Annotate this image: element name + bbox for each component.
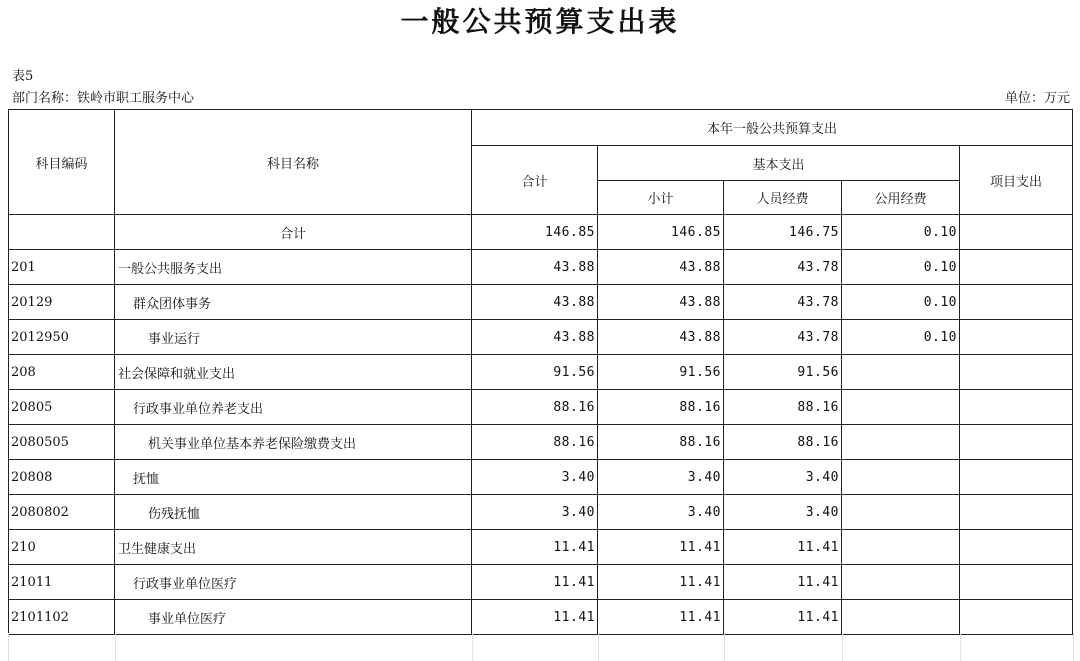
row-project — [960, 530, 1073, 565]
row-project — [960, 425, 1073, 460]
row-code: 2012950 — [9, 320, 115, 355]
row-name: 卫生健康支出 — [115, 530, 472, 565]
table-row — [9, 390, 1073, 425]
row-total: 11.41 — [472, 530, 598, 565]
header-project: 项目支出 — [960, 146, 1073, 215]
row-total: 43.88 — [472, 250, 598, 285]
row-name: 伤残抚恤 — [115, 495, 472, 530]
table-row — [9, 530, 1073, 565]
row-name: 一般公共服务支出 — [115, 250, 472, 285]
row-public: 0.10 — [842, 320, 960, 355]
row-personnel: 88.16 — [724, 425, 842, 460]
row-code: 210 — [9, 530, 115, 565]
row-subtotal: 43.88 — [598, 285, 724, 320]
page-title: 一般公共预算支出表 — [400, 5, 680, 38]
row-name: 行政事业单位养老支出 — [115, 390, 472, 425]
row-name: 事业单位医疗 — [115, 600, 472, 635]
row-project — [960, 460, 1073, 495]
row-subtotal: 43.88 — [598, 250, 724, 285]
row-project — [960, 390, 1073, 425]
header-subtotal: 小计 — [598, 181, 724, 215]
table-number: 表5 — [12, 69, 34, 84]
row-public — [842, 530, 960, 565]
row-subtotal: 43.88 — [598, 320, 724, 355]
total-row — [9, 215, 1073, 250]
row-subtotal: 91.56 — [598, 355, 724, 390]
row-total: 91.56 — [472, 355, 598, 390]
table-row — [9, 285, 1073, 320]
row-subtotal: 3.40 — [598, 460, 724, 495]
row-subtotal: 11.41 — [598, 600, 724, 635]
row-name: 群众团体事务 — [115, 285, 472, 320]
row-code: 2080505 — [9, 425, 115, 460]
table-continuation — [8, 633, 1074, 661]
row-code: 21011 — [9, 565, 115, 600]
row-subtotal: 3.40 — [598, 495, 724, 530]
table-row — [9, 320, 1073, 355]
row-public — [842, 565, 960, 600]
row-subtotal: 11.41 — [598, 530, 724, 565]
row-public — [842, 355, 960, 390]
table-row — [9, 565, 1073, 600]
row-project — [960, 320, 1073, 355]
row-personnel: 43.78 — [724, 250, 842, 285]
table-row — [9, 250, 1073, 285]
table-row — [9, 600, 1073, 635]
row-personnel: 3.40 — [724, 495, 842, 530]
header-public: 公用经费 — [842, 181, 960, 215]
total-personnel: 146.75 — [724, 215, 842, 250]
row-name: 机关事业单位基本养老保险缴费支出 — [115, 425, 472, 460]
row-project — [960, 285, 1073, 320]
row-name: 社会保障和就业支出 — [115, 355, 472, 390]
row-public — [842, 460, 960, 495]
row-project — [960, 565, 1073, 600]
row-total: 88.16 — [472, 425, 598, 460]
row-total: 43.88 — [472, 320, 598, 355]
row-public — [842, 425, 960, 460]
row-project — [960, 355, 1073, 390]
row-public — [842, 600, 960, 635]
row-subtotal: 11.41 — [598, 565, 724, 600]
header-basic: 基本支出 — [598, 146, 960, 181]
row-personnel: 11.41 — [724, 565, 842, 600]
header-personnel: 人员经费 — [724, 181, 842, 215]
row-subtotal: 88.16 — [598, 425, 724, 460]
total-label: 合计 — [115, 215, 472, 250]
total-total: 146.85 — [472, 215, 598, 250]
row-code: 20129 — [9, 285, 115, 320]
row-code: 201 — [9, 250, 115, 285]
row-code: 20808 — [9, 460, 115, 495]
row-project — [960, 250, 1073, 285]
row-total: 3.40 — [472, 495, 598, 530]
header-code: 科目编码 — [9, 110, 115, 215]
row-total: 11.41 — [472, 565, 598, 600]
header-name: 科目名称 — [115, 110, 472, 215]
row-personnel: 91.56 — [724, 355, 842, 390]
total-code — [9, 215, 115, 250]
row-project — [960, 600, 1073, 635]
row-code: 208 — [9, 355, 115, 390]
row-total: 43.88 — [472, 285, 598, 320]
header-total: 合计 — [472, 146, 598, 215]
budget-table — [8, 109, 1073, 635]
row-public — [842, 495, 960, 530]
row-public — [842, 390, 960, 425]
row-code: 2101102 — [9, 600, 115, 635]
row-name: 事业运行 — [115, 320, 472, 355]
row-name: 行政事业单位医疗 — [115, 565, 472, 600]
table-row — [9, 355, 1073, 390]
table-row — [9, 460, 1073, 495]
row-name: 抚恤 — [115, 460, 472, 495]
table-row — [9, 425, 1073, 460]
header-annual: 本年一般公共预算支出 — [472, 110, 1073, 146]
row-personnel: 11.41 — [724, 600, 842, 635]
table-row — [9, 495, 1073, 530]
total-public: 0.10 — [842, 215, 960, 250]
row-total: 11.41 — [472, 600, 598, 635]
row-personnel: 88.16 — [724, 390, 842, 425]
unit-label: 单位：万元 — [1004, 91, 1070, 106]
row-personnel: 43.78 — [724, 285, 842, 320]
row-project — [960, 495, 1073, 530]
total-project — [960, 215, 1073, 250]
row-personnel: 3.40 — [724, 460, 842, 495]
row-public: 0.10 — [842, 285, 960, 320]
row-code: 2080802 — [9, 495, 115, 530]
row-total: 3.40 — [472, 460, 598, 495]
department-name: 部门名称：铁岭市职工服务中心 — [12, 91, 195, 106]
row-subtotal: 88.16 — [598, 390, 724, 425]
total-subtotal: 146.85 — [598, 215, 724, 250]
row-personnel: 11.41 — [724, 530, 842, 565]
row-code: 20805 — [9, 390, 115, 425]
row-personnel: 43.78 — [724, 320, 842, 355]
row-total: 88.16 — [472, 390, 598, 425]
row-public: 0.10 — [842, 250, 960, 285]
